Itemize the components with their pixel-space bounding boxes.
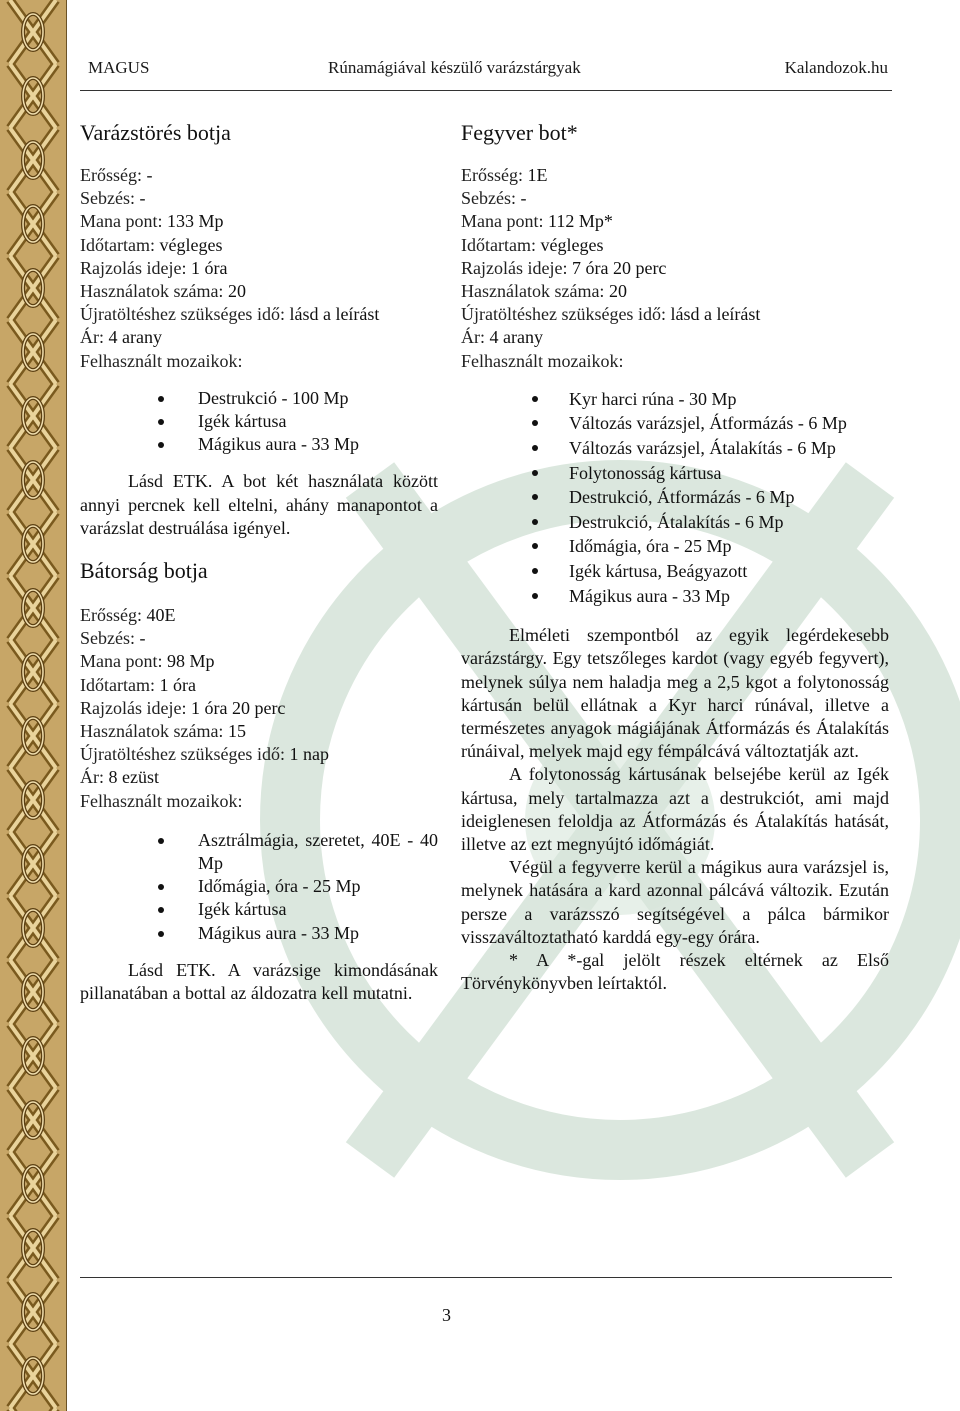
- stat-row: Mana pont: 98 Mp: [80, 651, 215, 672]
- stat-row: Újratöltéshez szükséges idő: 1 nap: [80, 744, 329, 765]
- stat-row: Rajzolás ideje: 1 óra: [80, 257, 228, 278]
- stat-list: [461, 164, 889, 373]
- list-item: Asztrálmágia, szeretet, 40E - 40 Mp: [80, 829, 438, 875]
- item-description: Lásd ETK. A bot két használata között annyi percnek kell eltelni, ahány manapontot a varázslat destruálása igényel.: [80, 471, 438, 538]
- footnote: * A *-gal jelölt részek eltérnek az Első Törvénykönyvben leírtaktól.: [461, 950, 889, 994]
- mosaic-list: [461, 387, 889, 608]
- list-item: Időmágia, óra - 25 Mp: [80, 875, 438, 898]
- stat-row: Sebzés: -: [80, 188, 146, 209]
- item-paragraph: Elméleti szempontból az egyik legérdekesebb varázstárgy. Egy tetszőleges kardot (vagy egyéb fegyvert), melynek súlya nem haladja meg a 2,5 kgot a folytonosság kártusán belül ellátnak a Kyr harci rúnával, illetve a természetes anyagok mágiájának Átformázás és Átalakítás rúnáival, melyek majd egy fémpálcává változtatják azt.: [461, 625, 889, 762]
- item-paragraph: Végül a fegyverre kerül a mágikus aura varázsjel is, melynek hatására a kard azonnal pálcává változik. Ezután persze a varázsszó segítségével a pálca bármikor visszaváltoztatható karddá egy-egy órára.: [461, 857, 889, 947]
- item-title: Fegyver bot*: [461, 120, 578, 145]
- stat-row: Időtartam: 1 óra: [80, 674, 196, 695]
- list-item: Igék kártusa: [80, 410, 438, 433]
- stat-row: Erősség: -: [80, 165, 153, 185]
- stat-row: Ár: 4 arany: [461, 327, 543, 348]
- header-title: Rúnamágiával készülő varázstárgyak: [328, 58, 581, 77]
- page-header: [88, 58, 888, 86]
- item-title: Bátorság botja: [80, 558, 208, 584]
- list-item: Mágikus aura - 33 Mp: [80, 922, 438, 945]
- list-item: Mágikus aura - 33 Mp: [80, 433, 438, 456]
- stat-row: Időtartam: végleges: [461, 234, 604, 255]
- stat-list: [80, 604, 438, 813]
- stat-row: Erősség: 40E: [80, 605, 176, 626]
- stat-row: Ár: 8 ezüst: [80, 767, 159, 788]
- stat-row: Sebzés: -: [80, 628, 146, 649]
- footer-divider: [80, 1277, 892, 1278]
- stat-list: [80, 164, 438, 373]
- item-title: Varázstörés botja: [80, 120, 231, 145]
- list-item: Változás varázsjel, Átalakítás - 6 Mp: [461, 436, 889, 461]
- stat-row: Időtartam: végleges: [80, 234, 223, 255]
- stat-row: Felhasznált mozaikok:: [461, 350, 624, 371]
- stat-row: Erősség: 1E: [461, 165, 548, 185]
- list-item: Folytonosság kártusa: [461, 461, 889, 486]
- stat-row: Felhasznált mozaikok:: [80, 350, 243, 371]
- stat-row: Felhasznált mozaikok:: [80, 790, 243, 811]
- list-item: Destrukció, Átformázás - 6 Mp: [461, 485, 889, 510]
- header-left: MAGUS: [88, 58, 150, 77]
- list-item: Mágikus aura - 33 Mp: [461, 584, 889, 609]
- list-item: Változás varázsjel, Átformázás - 6 Mp: [461, 411, 889, 436]
- right-column: [461, 118, 889, 995]
- header-right: Kalandozok.hu: [784, 58, 888, 77]
- stat-row: Használatok száma: 15: [80, 721, 246, 742]
- list-item: Destrukció, Átalakítás - 6 Mp: [461, 510, 889, 535]
- mosaic-list: [80, 829, 438, 945]
- item-description: Lásd ETK. A varázsige kimondásának pillanatában a bottal az áldozatra kell mutatni.: [80, 959, 438, 1004]
- mosaic-list: [80, 387, 438, 457]
- stat-row: Rajzolás ideje: 1 óra 20 perc: [80, 697, 286, 718]
- left-column: [80, 118, 438, 1005]
- stat-row: Mana pont: 133 Mp: [80, 211, 224, 232]
- item-paragraph: A folytonosság kártusának belsejébe kerül az Igék kártusa, mely tartalmazza azt a destrukciót, ami majd ideiglenesen feloldja az Átformázás és Átalakítás hatását, illetve az ezt megnyújtó időmágiát.: [461, 764, 889, 854]
- stat-row: Mana pont: 112 Mp*: [461, 211, 613, 232]
- stat-row: Újratöltéshez szükséges idő: lásd a leírást: [80, 304, 380, 325]
- decorative-chain-border: [0, 0, 67, 1411]
- stat-row: Ár: 4 arany: [80, 327, 162, 348]
- list-item: Időmágia, óra - 25 Mp: [461, 534, 889, 559]
- list-item: Igék kártusa: [80, 898, 438, 921]
- header-divider: [80, 90, 892, 91]
- list-item: Igék kártusa, Beágyazott: [461, 559, 889, 584]
- stat-row: Használatok száma: 20: [80, 281, 246, 302]
- list-item: Kyr harci rúna - 30 Mp: [461, 387, 889, 412]
- stat-row: Sebzés: -: [461, 188, 527, 209]
- stat-row: Újratöltéshez szükséges idő: lásd a leírást: [461, 304, 761, 325]
- stat-row: Rajzolás ideje: 7 óra 20 perc: [461, 257, 667, 278]
- stat-row: Használatok száma: 20: [461, 281, 627, 302]
- list-item: Destrukció - 100 Mp: [80, 387, 438, 410]
- page-number: 3: [442, 1305, 451, 1325]
